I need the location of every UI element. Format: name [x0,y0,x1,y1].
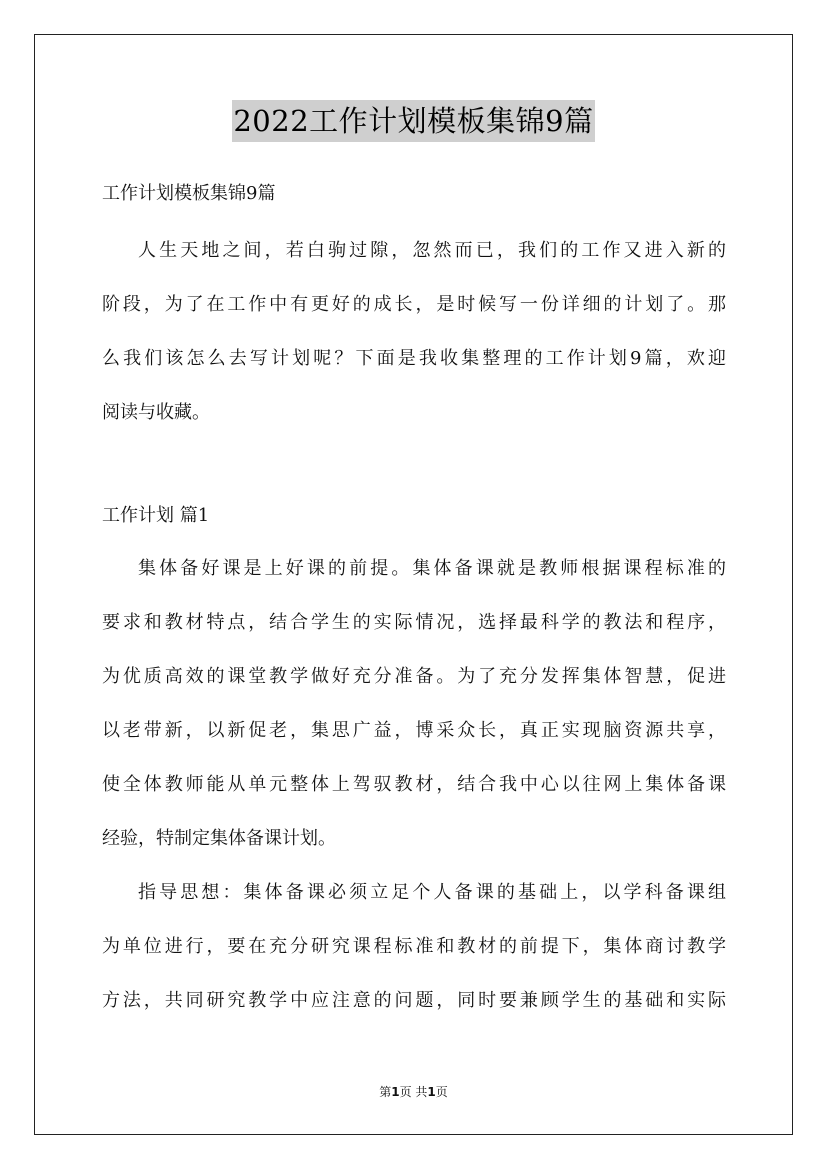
page-mid: 页 共 [399,1085,428,1099]
page-prefix: 第 [379,1085,392,1099]
page-current: 1 [391,1085,400,1099]
section-heading: 工作计划 篇1 [102,505,210,526]
body-line: 以老带新，以新促老，集思广益，博采众长，真正实现脑资源共享， [102,720,726,741]
intro-line: 阶段，为了在工作中有更好的成长，是时候写一份详细的计划了。那 [102,294,726,315]
page-total: 1 [427,1085,436,1099]
body-line: 集体备好课是上好课的前提。集体备课就是教师根据课程标准的 [138,558,726,579]
intro-line: 人生天地之间，若白驹过隙，忽然而已，我们的工作又进入新的 [138,240,726,261]
body-line: 方法，共同研究教学中应注意的问题，同时要兼顾学生的基础和实际 [102,990,726,1011]
body-line: 使全体教师能从单元整体上驾驭教材，结合我中心以往网上集体备课 [102,774,726,795]
document-subtitle: 工作计划模板集锦9篇 [102,183,276,204]
body-line: 要求和教材特点，结合学生的实际情况，选择最科学的教法和程序， [102,612,726,633]
intro-line: 阅读与收藏。 [102,402,210,423]
document-title: 2022工作计划模板集锦9篇 [232,100,594,142]
body-paragraph-1 [102,542,726,866]
page-footer [0,1083,827,1100]
document-body [102,176,726,1028]
title-container [0,100,827,142]
intro-paragraph [102,224,726,440]
page-suffix: 页 [435,1085,448,1099]
body-line: 经验，特制定集体备课计划。 [102,828,336,849]
body-paragraph-2 [102,866,726,1028]
intro-line: 么我们该怎么去写计划呢？下面是我收集整理的工作计划9篇，欢迎 [102,348,726,369]
body-line: 为优质高效的课堂教学做好充分准备。为了充分发挥集体智慧，促进 [102,666,726,687]
body-line: 为单位进行，要在充分研究课程标准和教材的前提下，集体商讨教学 [102,936,726,957]
body-line: 指导思想：集体备课必须立足个人备课的基础上，以学科备课组 [138,882,726,903]
